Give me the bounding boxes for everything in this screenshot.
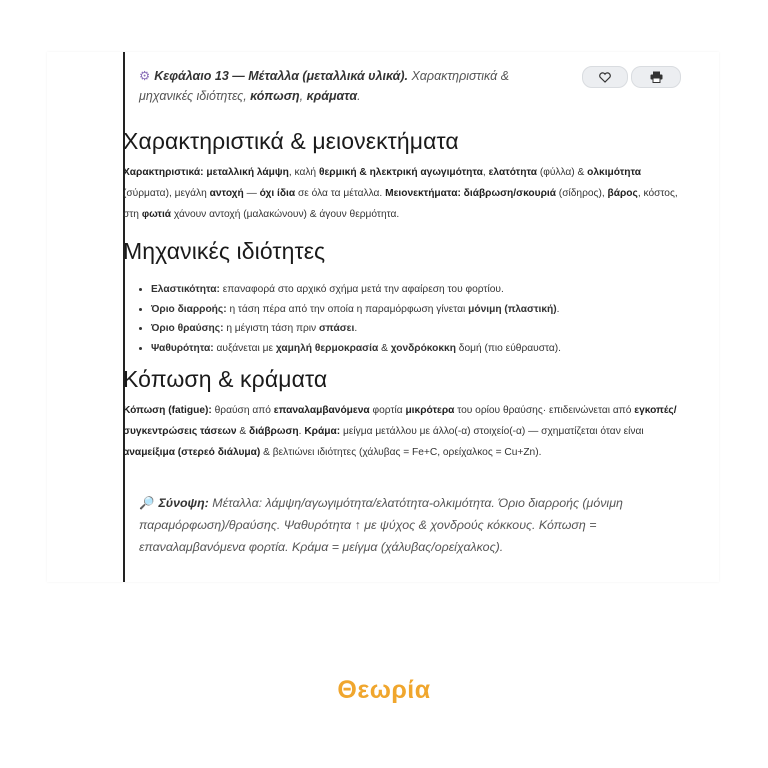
text-run: , κόστος, στη: [123, 188, 678, 220]
bold-text: κράματα: [306, 89, 358, 103]
bold-text: ολκιμότητα: [587, 167, 642, 178]
bold-text: Κόπωση (fatigue):: [123, 405, 212, 416]
list-item: [151, 339, 711, 359]
section-title-mechanical: Μηχανικές ιδιότητες: [123, 238, 326, 264]
text-run: θραύση από: [211, 405, 274, 416]
bold-text: σπάσει: [318, 323, 355, 334]
text-run: Χαρακτηριστικά & μηχανικές ιδιότητες,: [139, 69, 510, 103]
bold-text: μικρότερα: [405, 405, 455, 416]
text-run: η τάση πέρα από την οποία η παραμόρφωση γίνεται: [226, 303, 469, 315]
text-run: ,: [482, 167, 489, 178]
content-card: [47, 52, 719, 582]
bold-text: ελατότητα: [488, 167, 537, 178]
bold-text: φωτιά: [141, 209, 172, 220]
bold-text: βάρος: [607, 188, 638, 199]
mechanical-properties-list: [123, 280, 711, 358]
bold-text: Όριο θραύσης:: [151, 323, 224, 334]
text-run: Μέταλλα: λάμψη/αγωγιμότητα/ελατότητα-ολκιμότητα. Όριο διαρροής (μόνιμη παραμόρφωση)/θραύσης. Ψαθυρότητα ↑ με ψύχος & χονδρούς κόκκους. Κόπωση = επαναλαμβανόμενα φορτία. Κράμα = μείγμα (χάλυβας/ορείχαλκος).: [139, 496, 623, 554]
section-title-characteristics: Χαρακτηριστικά & μειονεκτήματα: [123, 128, 459, 154]
summary-box: [139, 492, 639, 558]
text-run: η μέγιστη τάση πριν: [223, 323, 319, 334]
heart-icon: [599, 72, 611, 83]
fatigue-alloys-paragraph: [123, 400, 683, 463]
characteristics-paragraph: [123, 162, 683, 225]
text-run: .: [556, 303, 560, 315]
gear-icon: ⚙: [139, 69, 151, 83]
text-run: σε όλα τα μέταλλα.: [295, 188, 386, 199]
bold-text: αντοχή: [209, 188, 244, 199]
printer-icon: [650, 71, 663, 83]
text-run: (σίδηρος),: [555, 188, 608, 199]
magnifier-icon: 🔎: [139, 496, 155, 510]
bold-text: επαναλαμβανόμενα: [273, 405, 370, 416]
text-run: .: [357, 89, 361, 103]
text-run: .: [354, 323, 358, 334]
text-run: .: [298, 426, 305, 437]
text-run: του ορίου θραύσης· επιδεινώνεται από: [454, 405, 635, 416]
text-run: ,: [299, 89, 307, 103]
text-run: &: [236, 426, 250, 437]
text-run: φορτία: [369, 405, 406, 416]
bold-text: θερμική & ηλεκτρική αγωγιμότητα: [318, 167, 483, 178]
bold-text: χαμηλή θερμοκρασία: [275, 342, 379, 354]
summary-text: [139, 496, 623, 554]
text-run: (φύλλα) &: [536, 167, 588, 178]
bold-text: Ελαστικότητα:: [151, 284, 220, 295]
text-run: μείγμα μετάλλου με άλλο(-α) στοιχείο(-α) — σχηματίζεται όταν είναι: [340, 426, 644, 437]
bold-text: Χαρακτηριστικά: μεταλλική λάμψη: [123, 167, 289, 178]
text-run: , καλή: [288, 167, 319, 178]
bold-text: Όριο διαρροής:: [151, 303, 227, 315]
bold-text: αναμείξιμα (στερεό διάλυμα): [123, 447, 261, 458]
bold-text: Κράμα:: [304, 426, 341, 437]
bold-text: μόνιμη (πλαστική): [468, 303, 557, 315]
text-run: &: [378, 342, 391, 354]
list-item: [151, 319, 711, 339]
bold-text: κόπωση: [250, 89, 300, 103]
text-run: αυξάνεται με: [213, 342, 276, 354]
bold-text: διάβρωση: [249, 426, 299, 437]
list-item: [151, 280, 711, 300]
bold-text: Κεφάλαιο 13 — Μέταλλα (μεταλλικά υλικά).: [154, 69, 408, 83]
text-run: —: [243, 188, 260, 199]
print-button[interactable]: [631, 66, 681, 88]
text-run: (σύρματα), μεγάλη: [123, 188, 210, 199]
text-run: & βελτιώνει ιδιότητες (χάλυβας = Fe+C, ορείχαλκος = Cu+Zn).: [260, 447, 542, 458]
bold-text: όχι ίδια: [259, 188, 296, 199]
text-run: επαναφορά στο αρχικό σχήμα μετά την αφαίρεση του φορτίου.: [219, 284, 504, 295]
bold-text: Σύνοψη:: [158, 496, 209, 510]
chapter-header-text: [139, 69, 509, 103]
summary-bar: [123, 488, 125, 582]
section-title-fatigue-alloys: Κόπωση & κράματα: [123, 366, 328, 392]
bold-text: χονδρόκοκκη: [390, 342, 456, 354]
theory-label: Θεωρία: [337, 676, 431, 704]
bold-text: εγκοπές/συγκεντρώσεις τάσεων: [123, 405, 677, 437]
list-item: [151, 300, 711, 320]
bold-text: Μειονεκτήματα: διάβρωση/σκουριά: [385, 188, 556, 199]
text-run: χάνουν αντοχή (μαλακώνουν) & άγουν θερμότητα.: [171, 209, 400, 220]
chapter-header: [139, 66, 539, 106]
bold-text: Ψαθυρότητα:: [151, 342, 214, 354]
favorite-button[interactable]: [582, 66, 628, 88]
text-run: δομή (πιο εύθραυστα).: [455, 342, 561, 354]
